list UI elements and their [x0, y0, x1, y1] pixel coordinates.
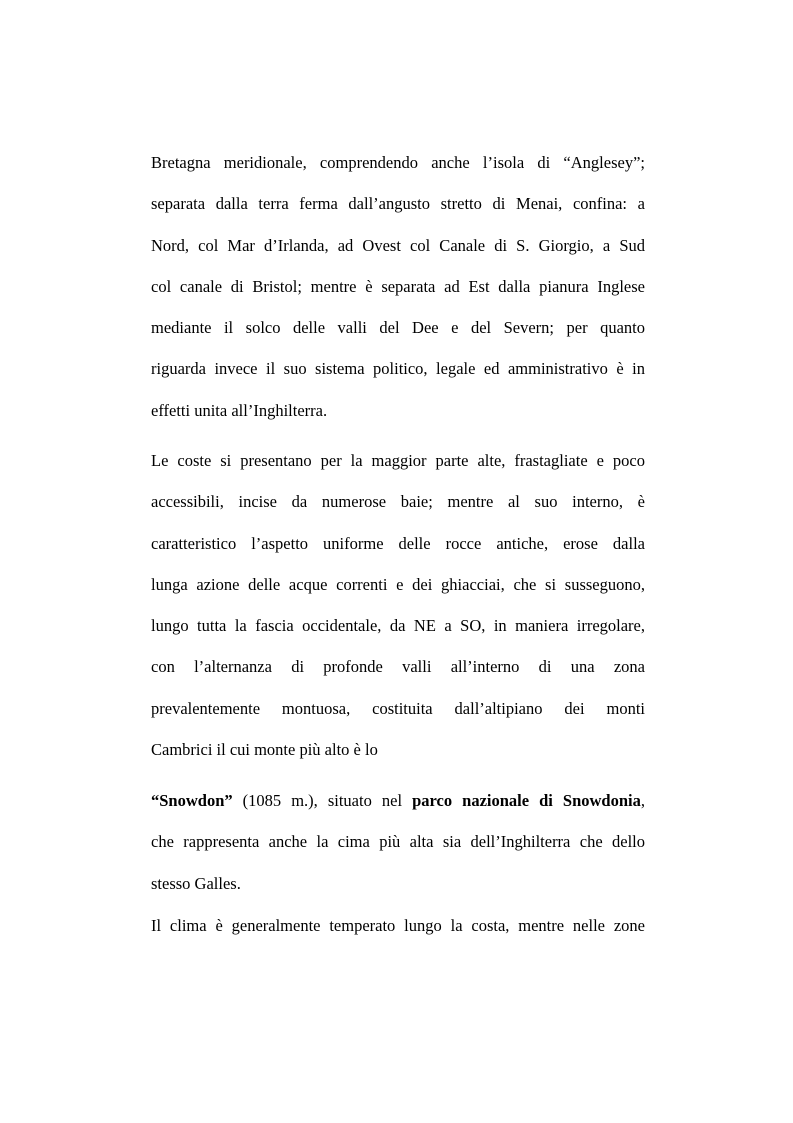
text-line: Cambrici il cui monte più alto è lo — [151, 740, 378, 760]
paragraph-coasts-mountains — [151, 440, 645, 770]
snowdon-name: “Snowdon” — [151, 791, 233, 810]
text-line: lunga azione delle acque correnti e dei ghiacciai, che si susseguono, — [151, 574, 645, 594]
text-line: riguarda invece il suo sistema politico, legale ed amministrativo è in — [151, 359, 645, 379]
text-line: caratteristico l’aspetto uniforme delle rocce antiche, erose dalla — [151, 533, 645, 553]
paragraph-climate — [151, 905, 645, 946]
text-line: mediante il solco delle valli del Dee e del Severn; per quanto — [151, 318, 645, 338]
text-line: col canale di Bristol; mentre è separata ad Est dalla pianura Inglese — [151, 276, 645, 296]
text-line: lungo tutta la fascia occidentale, da NE a SO, in maniera irregolare, — [151, 616, 645, 636]
text-line: separata dalla terra ferma dall’angusto stretto di Menai, confina: a — [151, 194, 645, 214]
inline-text: (1085 m.), situato nel — [232, 791, 413, 810]
text-line: stesso Galles. — [151, 873, 241, 893]
text-line — [151, 780, 645, 821]
text-line: che rappresenta anche la cima più alta sia dell’Inghilterra che dello — [151, 832, 645, 852]
text-line: accessibili, incise da numerose baie; mentre al suo interno, è — [151, 492, 645, 512]
text-line: con l’alternanza di profonde valli all’interno di una zona — [151, 657, 645, 677]
paragraph-snowdon — [151, 780, 645, 904]
paragraph-geography-borders — [151, 142, 645, 431]
text-line: prevalentemente montuosa, costituita dall’altipiano dei monti — [151, 698, 645, 718]
text-line: Le coste si presentano per la maggior parte alte, frastagliate e poco — [151, 451, 645, 470]
snowdonia-park-name: parco nazionale di Snowdonia — [412, 791, 641, 810]
text-line: Il clima è generalmente temperato lungo la costa, mentre nelle zone — [151, 916, 645, 935]
inline-text: , — [640, 791, 645, 810]
text-line: Bretagna meridionale, comprendendo anche l’isola di “Anglesey”; — [151, 153, 645, 172]
text-line: effetti unita all’Inghilterra. — [151, 400, 328, 420]
text-line: Nord, col Mar d’Irlanda, ad Ovest col Canale di S. Giorgio, a Sud — [151, 235, 645, 255]
